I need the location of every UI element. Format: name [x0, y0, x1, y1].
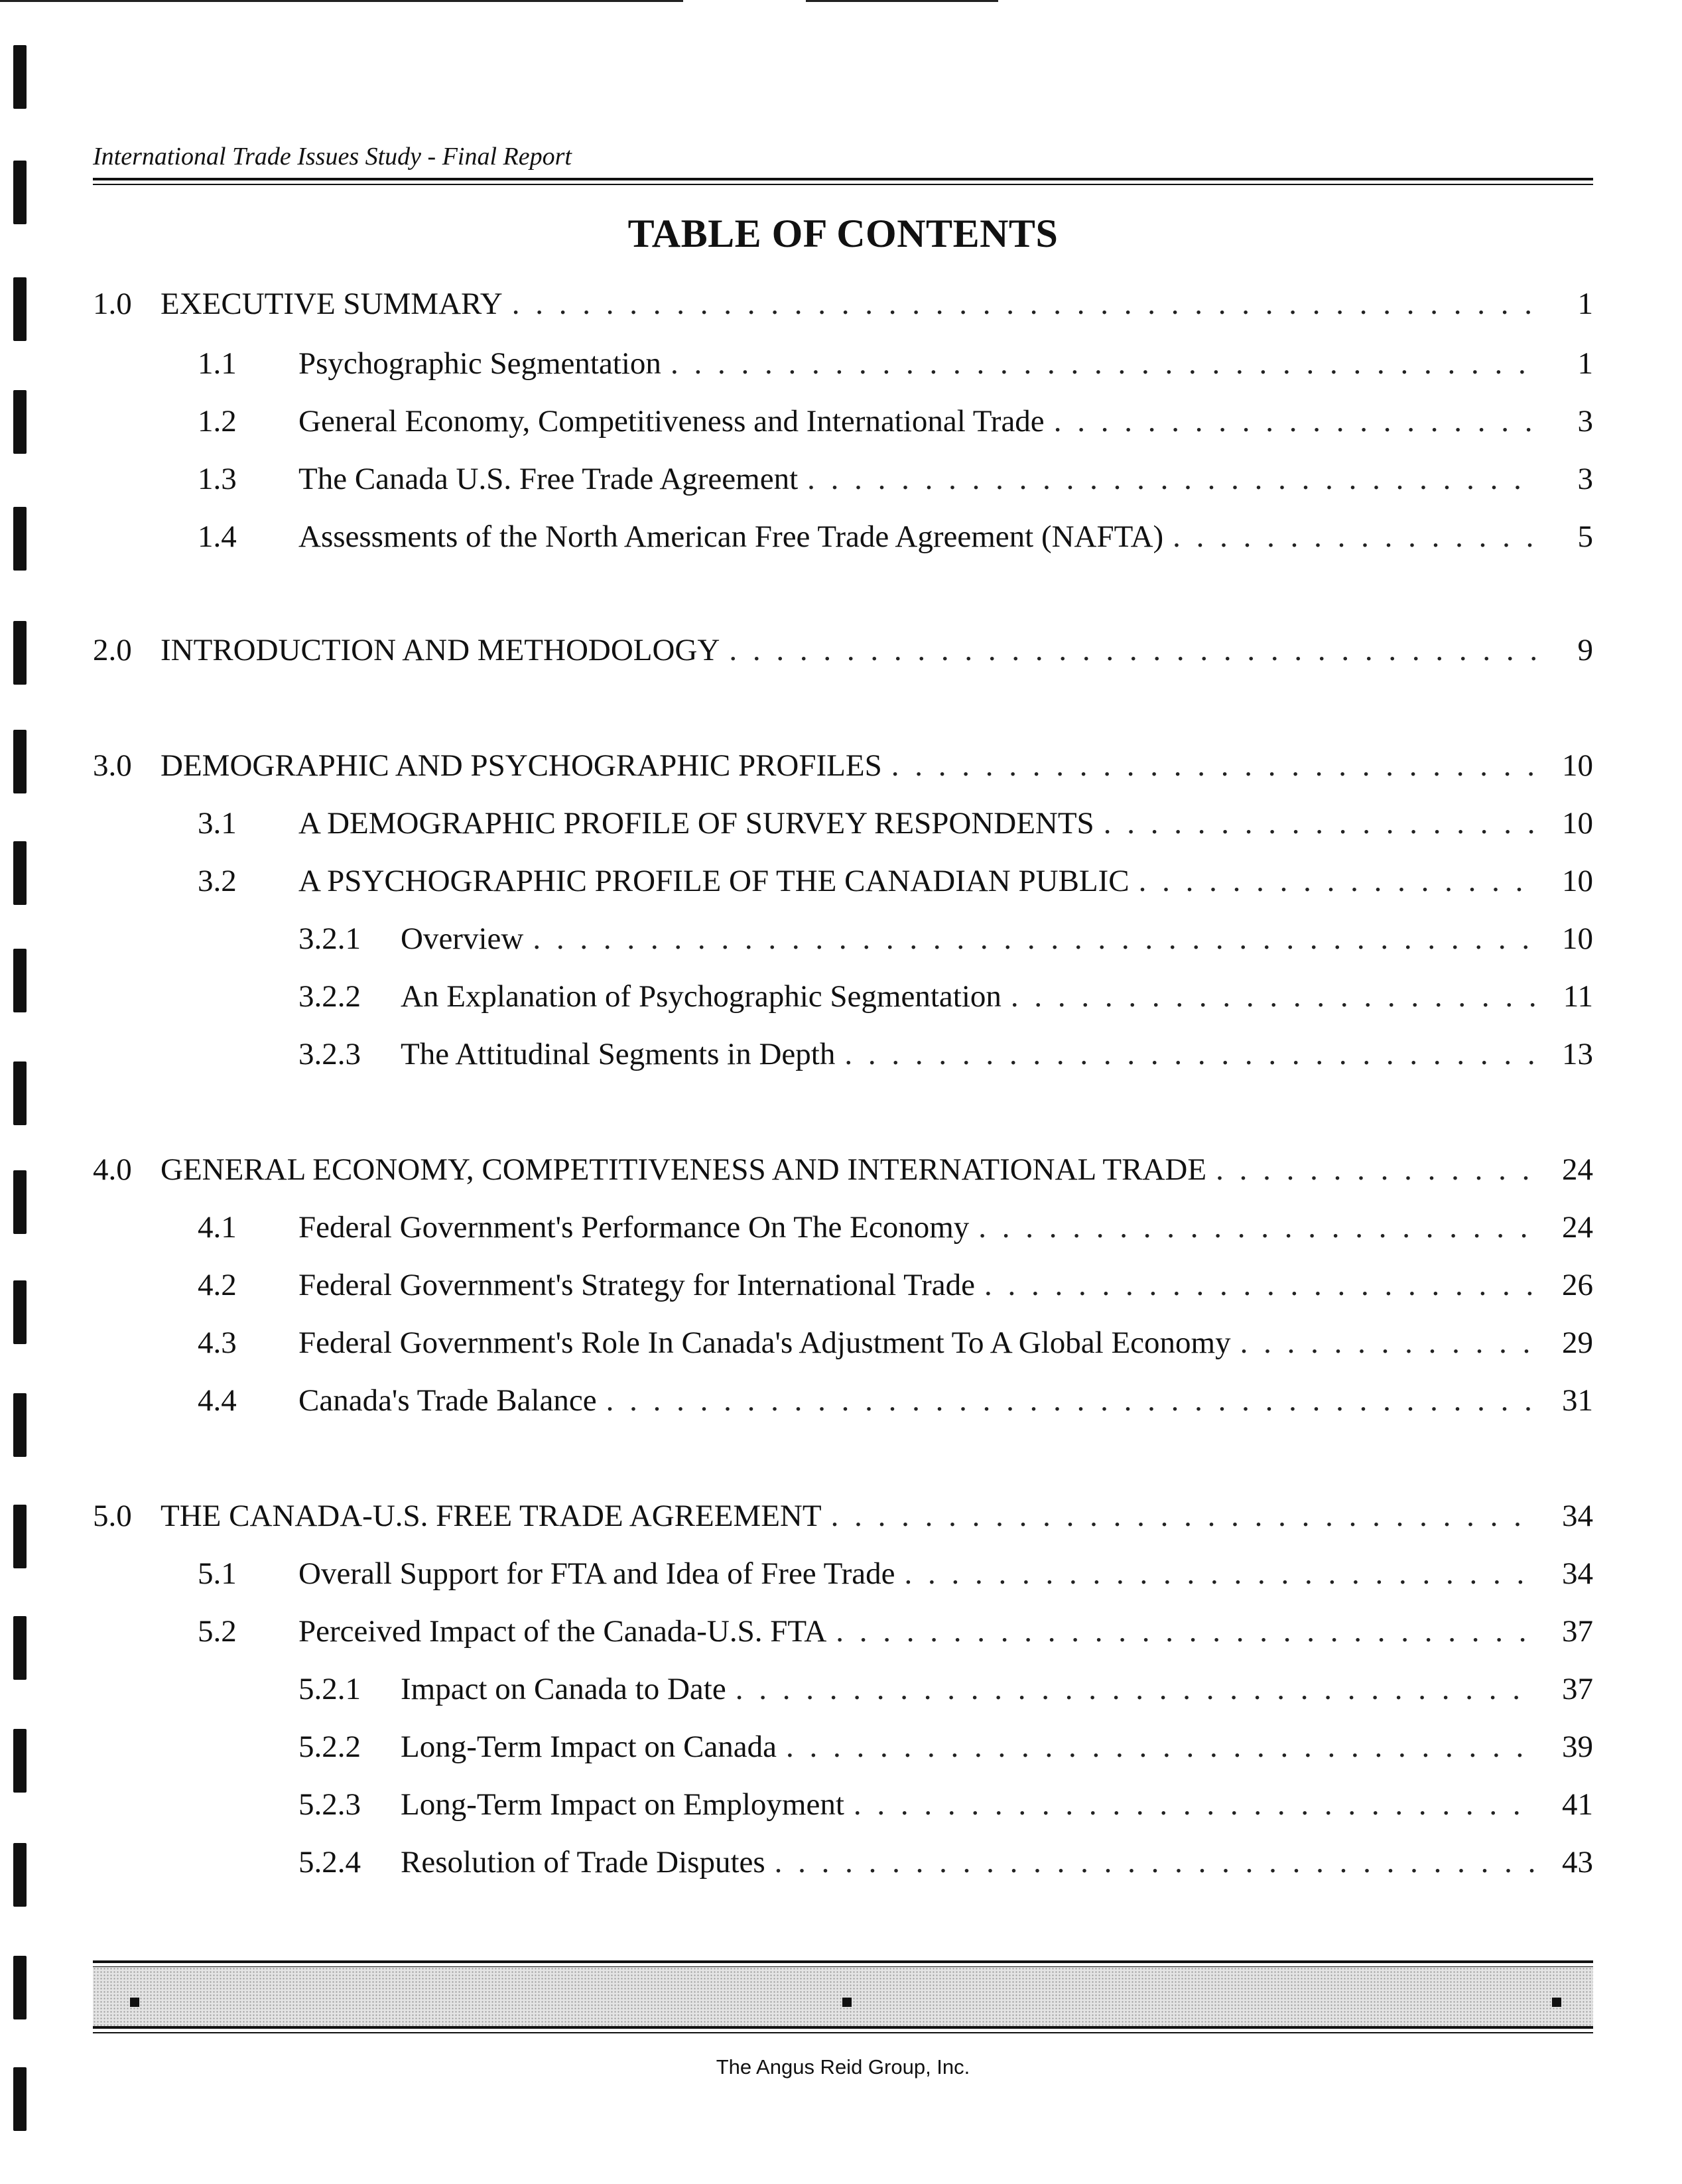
toc-entry-number: 5.0 [93, 1499, 132, 1533]
toc-entry-body [298, 1611, 1593, 1651]
dot-leader [891, 746, 1537, 785]
dot-leader [1216, 1150, 1537, 1190]
binding-bar [13, 161, 27, 224]
toc-entry [0, 1554, 1593, 1594]
toc-entry-page: 37 [1562, 1614, 1593, 1649]
toc-entry-title: Canada's Trade Balance [298, 1383, 597, 1418]
toc-entry [0, 746, 1593, 785]
toc-entry-number: 3.1 [198, 806, 237, 841]
toc-entry-page: 24 [1562, 1152, 1593, 1187]
toc-entry [0, 919, 1593, 959]
toc-entry [0, 1842, 1593, 1882]
dot-leader [905, 1554, 1538, 1594]
dot-leader [844, 1034, 1537, 1074]
toc-entry-title: An Explanation of Psychographic Segmentation [401, 979, 1002, 1014]
toc-entry-number: 5.2.2 [298, 1730, 361, 1764]
toc-entry-page: 43 [1562, 1845, 1593, 1879]
toc-entry-body [401, 1669, 1593, 1709]
toc-entry-page: 10 [1562, 864, 1593, 898]
toc-entry-body [161, 284, 1593, 324]
toc-entry-title: INTRODUCTION AND METHODOLOGY [161, 633, 720, 667]
toc-entry-page: 26 [1562, 1268, 1593, 1302]
toc-entry-number: 5.2.3 [298, 1787, 361, 1822]
header-rule [93, 178, 1593, 185]
toc-entry-number: 4.1 [198, 1210, 237, 1245]
toc-entry-number: 3.2.1 [298, 921, 361, 956]
toc-entry-number: 5.2.1 [298, 1672, 361, 1706]
footer-square-marker [130, 1998, 139, 2007]
dot-leader [1139, 861, 1537, 901]
toc-entry-body [401, 977, 1593, 1016]
toc-entry-title: Federal Government's Strategy for International Trade [298, 1268, 976, 1302]
toc-entry-number: 3.2.3 [298, 1037, 361, 1071]
toc-entry-body [298, 1207, 1593, 1247]
toc-entry-body [298, 1554, 1593, 1594]
binding-bar [13, 2067, 27, 2131]
toc-title: TABLE OF CONTENTS [627, 212, 1059, 255]
dot-leader [729, 630, 1537, 670]
toc-entry-page: 39 [1562, 1730, 1593, 1764]
dot-leader [1240, 1323, 1537, 1363]
toc-entry-number: 3.2.2 [298, 979, 361, 1014]
toc-entry-page: 5 [1577, 519, 1593, 554]
toc-entry-page: 24 [1562, 1210, 1593, 1245]
toc-entry-number: 1.4 [198, 519, 237, 554]
dot-leader [1104, 803, 1537, 843]
footer-square-marker [842, 1998, 852, 2007]
dot-leader [606, 1381, 1537, 1420]
toc-entry [0, 344, 1593, 383]
toc-entry [0, 1323, 1593, 1363]
toc-entry-title: DEMOGRAPHIC AND PSYCHOGRAPHIC PROFILES [161, 748, 882, 783]
toc-entry [0, 1381, 1593, 1420]
toc-entry-title: Perceived Impact of the Canada-U.S. FTA [298, 1614, 827, 1649]
toc-entry-page: 41 [1562, 1787, 1593, 1822]
toc-entry [0, 1669, 1593, 1709]
toc-entry-body [298, 861, 1593, 901]
toc-entry-body [298, 1381, 1593, 1420]
toc-entry-body [161, 746, 1593, 785]
toc-entry [0, 803, 1593, 843]
toc-entry-number: 5.2 [198, 1614, 237, 1649]
toc-entry-title: Impact on Canada to Date [401, 1672, 726, 1706]
toc-entry [0, 1207, 1593, 1247]
toc-entry-page: 13 [1562, 1037, 1593, 1071]
toc-entry-body [161, 1150, 1593, 1190]
toc-entry-number: 1.3 [198, 462, 237, 496]
toc-entry-page: 29 [1562, 1326, 1593, 1360]
toc-entry [0, 1611, 1593, 1651]
toc-entry [0, 1150, 1593, 1190]
toc-entry-number: 1.0 [93, 287, 132, 321]
toc-entry-page: 31 [1562, 1383, 1593, 1418]
toc-entry [0, 630, 1593, 670]
toc-entry-body [298, 1323, 1593, 1363]
toc-entry-title: Psychographic Segmentation [298, 346, 661, 381]
toc-entry [0, 401, 1593, 441]
dot-leader [786, 1727, 1537, 1767]
toc-entry [0, 861, 1593, 901]
toc-entry-page: 3 [1577, 404, 1593, 439]
toc-entry [0, 1034, 1593, 1074]
toc-entry-body [161, 1496, 1593, 1536]
toc-entry-title: Assessments of the North American Free Trade Agreement (NAFTA) [298, 519, 1164, 554]
toc-entry-title: THE CANADA-U.S. FREE TRADE AGREEMENT [161, 1499, 822, 1533]
toc-entry-body [401, 919, 1593, 959]
dot-leader [1173, 517, 1537, 557]
toc-entry [0, 1785, 1593, 1824]
dot-leader [533, 919, 1537, 959]
toc-entry-page: 3 [1577, 462, 1593, 496]
toc-entry-page: 11 [1563, 979, 1593, 1014]
toc-entry-number: 4.3 [198, 1326, 237, 1360]
toc-entry-page: 9 [1577, 633, 1593, 667]
toc-entry [0, 517, 1593, 557]
dot-leader [1054, 401, 1537, 441]
toc-entry-body [298, 1265, 1593, 1305]
running-title: International Trade Issues Study - Final Report [93, 143, 572, 171]
toc-entry-title: Long-Term Impact on Canada [401, 1730, 777, 1764]
toc-entry-page: 1 [1577, 346, 1593, 381]
toc-entry-title: General Economy, Competitiveness and International Trade [298, 404, 1045, 439]
dot-leader [984, 1265, 1537, 1305]
toc-entry [0, 284, 1593, 324]
binding-bar [13, 1956, 27, 2019]
toc-entry-number: 3.2 [198, 864, 237, 898]
toc-entry-body [298, 803, 1593, 843]
toc-entry-number: 4.4 [198, 1383, 237, 1418]
footer-square-marker [1552, 1998, 1561, 2007]
toc-entry-title: A DEMOGRAPHIC PROFILE OF SURVEY RESPONDENTS [298, 806, 1094, 841]
toc-entry-number: 1.2 [198, 404, 237, 439]
dot-leader [671, 344, 1537, 383]
dot-leader [807, 459, 1537, 499]
footer-band [93, 1967, 1593, 2028]
toc-entry-title: The Canada U.S. Free Trade Agreement [298, 462, 799, 496]
toc-entry [0, 1265, 1593, 1305]
toc-entry-title: Overall Support for FTA and Idea of Free Trade [298, 1556, 895, 1591]
toc-entry-title: Federal Government's Role In Canada's Adjustment To A Global Economy [298, 1326, 1231, 1360]
dot-leader [1011, 977, 1537, 1016]
dot-leader [836, 1611, 1537, 1651]
dot-leader [775, 1842, 1537, 1882]
binding-bar [13, 45, 27, 109]
toc-entry-body [298, 344, 1593, 383]
toc-entry-title: Federal Government's Performance On The Economy [298, 1210, 970, 1245]
toc-entry [0, 1496, 1593, 1536]
top-edge-rule [0, 0, 683, 2]
toc-entry-title: Resolution of Trade Disputes [401, 1845, 765, 1879]
toc-entry-body [161, 630, 1593, 670]
toc-entry-title: The Attitudinal Segments in Depth [401, 1037, 836, 1071]
footer-rule-bottom [93, 2026, 1593, 2033]
toc-entry-number: 1.1 [198, 346, 237, 381]
toc-entry-number: 3.0 [93, 748, 132, 783]
toc-entry-body [401, 1785, 1593, 1824]
toc-entry-number: 2.0 [93, 633, 132, 667]
dot-leader [854, 1785, 1537, 1824]
toc-entry-page: 10 [1562, 748, 1593, 783]
toc-entry [0, 459, 1593, 499]
toc-entry-title: Long-Term Impact on Employment [401, 1787, 844, 1822]
dot-leader [736, 1669, 1537, 1709]
toc-entry-page: 34 [1562, 1499, 1593, 1533]
toc-entry-body [298, 459, 1593, 499]
toc-entry-body [401, 1727, 1593, 1767]
toc-entry-page: 34 [1562, 1556, 1593, 1591]
toc-entry-number: 4.0 [93, 1152, 132, 1187]
toc-entry-number: 5.1 [198, 1556, 237, 1591]
toc-entry [0, 977, 1593, 1016]
toc-entry-page: 10 [1562, 806, 1593, 841]
toc-entry-body [298, 517, 1593, 557]
dot-leader [512, 284, 1537, 324]
toc-entry-page: 1 [1577, 287, 1593, 321]
toc-entry [0, 1727, 1593, 1767]
toc-entry-body [401, 1034, 1593, 1074]
dot-leader [831, 1496, 1537, 1536]
top-edge-rule [806, 0, 998, 2]
toc-entry-title: Overview [401, 921, 524, 956]
toc-entry-title: GENERAL ECONOMY, COMPETITIVENESS AND INTERNATIONAL TRADE [161, 1152, 1207, 1187]
dot-leader [978, 1207, 1537, 1247]
toc-entry-title: EXECUTIVE SUMMARY [161, 287, 503, 321]
toc-entry-page: 37 [1562, 1672, 1593, 1706]
toc-entry-title: A PSYCHOGRAPHIC PROFILE OF THE CANADIAN PUBLIC [298, 864, 1130, 898]
toc-entry-number: 4.2 [198, 1268, 237, 1302]
toc-entry-number: 5.2.4 [298, 1845, 361, 1879]
toc-entry-body [298, 401, 1593, 441]
footer-company: The Angus Reid Group, Inc. [716, 2055, 970, 2079]
toc-entry-page: 10 [1562, 921, 1593, 956]
toc-entry-body [401, 1842, 1593, 1882]
